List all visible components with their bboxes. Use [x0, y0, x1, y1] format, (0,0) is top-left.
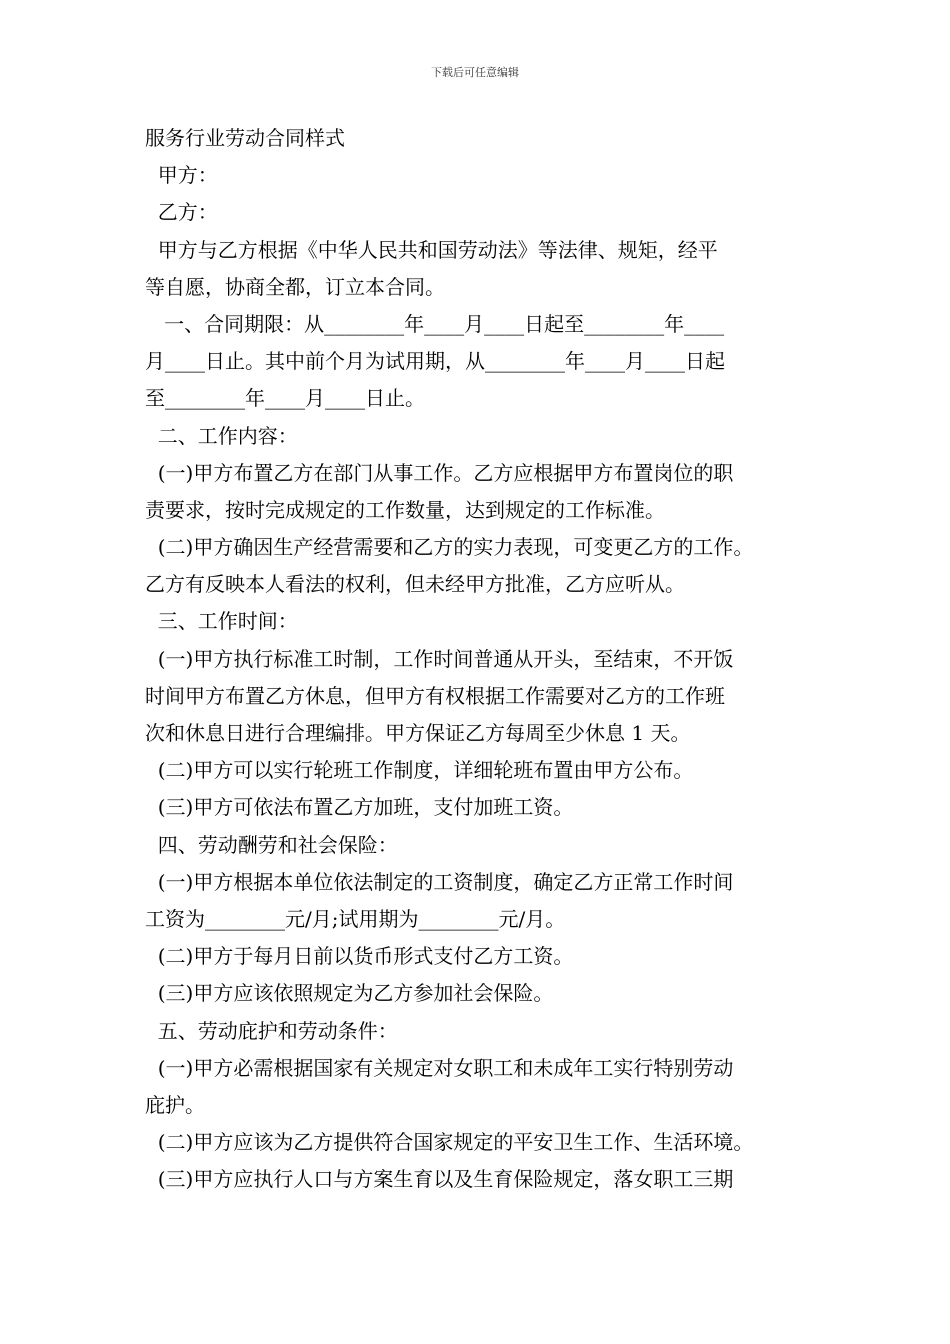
section-term-line: 一、合同期限：从________年____月____日起至________年____	[145, 311, 725, 336]
clause-line: (三)甲方可依法布置乙方加班，支付加班工资。	[145, 795, 574, 820]
clause-line: (二)甲方应该为乙方提供符合国家规定的平安卫生工作、生活环境。	[145, 1130, 754, 1155]
page-header: 下载后可任意编辑	[431, 66, 519, 79]
document-title: 服务行业劳动合同样式	[145, 126, 345, 150]
clause-line: (一)甲方布置乙方在部门从事工作。乙方应根据甲方布置岗位的职	[145, 460, 734, 485]
preamble-line: 等自愿，协商全都，订立本合同。	[145, 274, 445, 299]
clause-line: (三)甲方应该依照规定为乙方参加社会保险。	[145, 981, 554, 1006]
section-heading: 四、劳动酬劳和社会保险：	[145, 832, 398, 857]
clause-line: 乙方有反映本人看法的权利，但未经甲方批准，乙方应听从。	[145, 572, 685, 597]
clause-line: (一)甲方根据本单位依法制定的工资制度，确定乙方正常工作时间	[145, 869, 734, 894]
party-b-line: 乙方：	[145, 200, 218, 225]
clause-line: 责要求，按时完成规定的工作数量，达到规定的工作标准。	[145, 497, 665, 522]
clause-line: 次和休息日进行合理编排。甲方保证乙方每周至少休息 1 天。	[145, 721, 691, 745]
section-heading: 五、劳动庇护和劳动条件：	[145, 1018, 398, 1043]
party-a-line: 甲方：	[145, 163, 218, 188]
section-heading: 三、工作时间：	[145, 609, 298, 634]
document-body	[145, 120, 810, 1198]
clause-line: (一)甲方必需根据国家有关规定对女职工和未成年工实行特别劳动	[145, 1055, 734, 1080]
clause-line: (一)甲方执行标准工时制，工作时间普通从开头，至结束，不开饭	[145, 646, 734, 671]
section-term-line: 至________年____月____日止。	[145, 386, 425, 411]
clause-line: (二)甲方可以实行轮班工作制度，详细轮班布置由甲方公布。	[145, 758, 694, 783]
clause-line: (二)甲方于每月日前以货币形式支付乙方工资。	[145, 944, 574, 969]
clause-line: (二)甲方确因生产经营需要和乙方的实力表现，可变更乙方的工作。	[145, 535, 754, 560]
clause-line: (三)甲方应执行人口与方案生育以及生育保险规定，落女职工三期	[145, 1167, 734, 1192]
clause-line: 庇护。	[145, 1092, 205, 1117]
clause-line: 时间甲方布置乙方休息，但甲方有权根据工作需要对乙方的工作班	[145, 683, 725, 708]
section-term-line: 月____日止。其中前个月为试用期，从________年____月____日起	[145, 349, 725, 374]
section-heading: 二、工作内容：	[145, 423, 298, 448]
clause-line: 工资为________元/月;试用期为________元/月。	[145, 906, 566, 931]
preamble-line: 甲方与乙方根据《中华人民共和国劳动法》等法律、规矩，经平	[145, 237, 718, 262]
